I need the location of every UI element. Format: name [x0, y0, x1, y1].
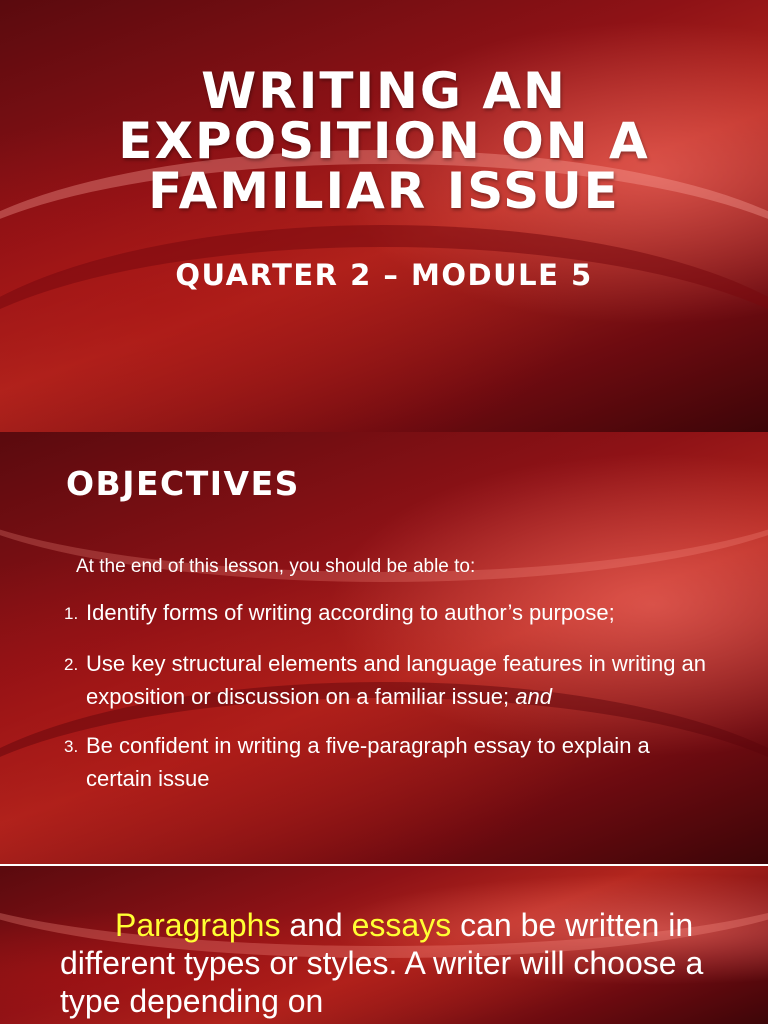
- objective-text: Identify forms of writing according to author’s purpose;: [86, 600, 615, 625]
- objectives-list: [64, 596, 714, 811]
- paragraph-fragment: and: [280, 907, 352, 943]
- highlight-paragraphs: Paragraphs: [115, 907, 281, 943]
- paragraph-text: [60, 906, 740, 1020]
- list-number: 3.: [64, 737, 79, 756]
- list-number: 1.: [64, 604, 79, 623]
- objectives-intro: At the end of this lesson, you should be able to:: [76, 556, 476, 577]
- objectives-heading: OBJECTIVES: [66, 464, 300, 503]
- slide-objectives: [0, 432, 768, 864]
- objective-text-wrapper: [86, 647, 714, 713]
- objective-emphasis: and: [515, 684, 552, 709]
- paragraph-fragment: can be written in different types or styles. A writer will choose a type depending on: [60, 907, 704, 1019]
- list-number: 2.: [64, 655, 79, 674]
- list-item: [64, 596, 714, 631]
- slide-title-text: WRITING AN EXPOSITION ON A FAMILIAR ISSUE: [118, 62, 650, 220]
- objective-text: Be confident in writing a five-paragraph essay to explain a certain issue: [86, 733, 650, 791]
- highlight-essays: essays: [351, 907, 452, 943]
- background-wave: [0, 225, 768, 432]
- objective-text: Use key structural elements and language features in writing an exposition or discussion on a familiar issue;: [86, 651, 707, 709]
- list-item: [64, 647, 714, 713]
- list-item: [64, 729, 714, 795]
- slide-subtitle-text: QUARTER 2 – MODULE 5: [175, 258, 593, 292]
- slide-title: [0, 0, 768, 432]
- slide-paragraphs: [0, 866, 768, 1024]
